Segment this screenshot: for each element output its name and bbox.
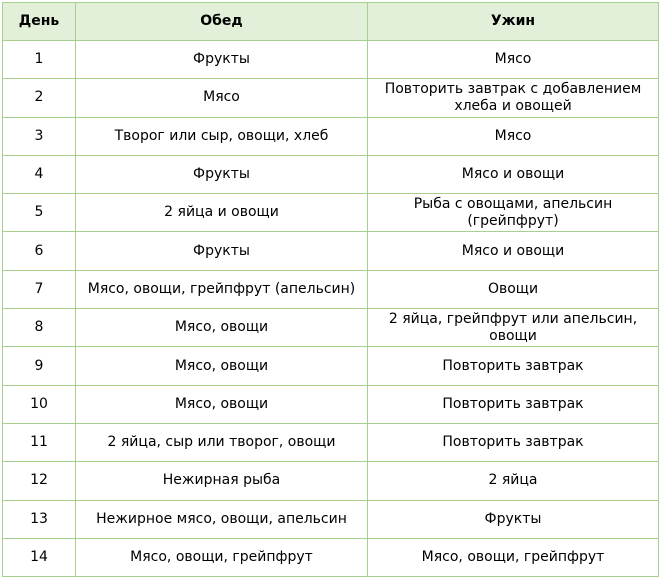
table-row — [3, 79, 659, 117]
lunch-cell: 2 яйца и овощи — [76, 194, 368, 232]
table-row — [3, 462, 659, 500]
dinner-cell: Мясо — [368, 117, 659, 155]
lunch-cell: Мясо, овощи — [76, 309, 368, 347]
dinner-cell: Рыба с овощами, апельсин (грейпфрут) — [368, 194, 659, 232]
table-row — [3, 500, 659, 538]
dinner-cell: Повторить завтрак — [368, 347, 659, 385]
day-cell: 1 — [3, 41, 76, 79]
day-cell: 2 — [3, 79, 76, 117]
lunch-cell: Фрукты — [76, 232, 368, 270]
meal-plan-table — [2, 2, 659, 577]
day-cell: 13 — [3, 500, 76, 538]
lunch-cell: Мясо, овощи — [76, 385, 368, 423]
day-cell: 12 — [3, 462, 76, 500]
day-cell: 3 — [3, 117, 76, 155]
lunch-cell: Фрукты — [76, 41, 368, 79]
column-header-dinner: Ужин — [368, 3, 659, 41]
lunch-cell: Нежирное мясо, овощи, апельсин — [76, 500, 368, 538]
table-row — [3, 385, 659, 423]
day-cell: 5 — [3, 194, 76, 232]
table-row — [3, 232, 659, 270]
dinner-cell: Фрукты — [368, 500, 659, 538]
lunch-cell: Мясо — [76, 79, 368, 117]
lunch-cell: Мясо, овощи, грейпфрут (апельсин) — [76, 270, 368, 308]
dinner-cell: Овощи — [368, 270, 659, 308]
day-cell: 6 — [3, 232, 76, 270]
day-cell: 10 — [3, 385, 76, 423]
table-row — [3, 194, 659, 232]
table-row — [3, 309, 659, 347]
lunch-cell: 2 яйца, сыр или творог, овощи — [76, 423, 368, 461]
table-row — [3, 155, 659, 193]
dinner-cell: Повторить завтрак — [368, 423, 659, 461]
table-row — [3, 41, 659, 79]
meal-plan-table-container — [2, 2, 658, 577]
day-cell: 11 — [3, 423, 76, 461]
day-cell: 8 — [3, 309, 76, 347]
table-row — [3, 423, 659, 461]
dinner-cell: Мясо и овощи — [368, 155, 659, 193]
dinner-cell: Мясо, овощи, грейпфрут — [368, 538, 659, 576]
day-cell: 14 — [3, 538, 76, 576]
table-row — [3, 117, 659, 155]
dinner-cell: Повторить завтрак — [368, 385, 659, 423]
day-cell: 7 — [3, 270, 76, 308]
dinner-cell: Повторить завтрак с добавлением хлеба и овощей — [368, 79, 659, 117]
dinner-cell: 2 яйца — [368, 462, 659, 500]
lunch-cell: Мясо, овощи — [76, 347, 368, 385]
lunch-cell: Фрукты — [76, 155, 368, 193]
lunch-cell: Нежирная рыба — [76, 462, 368, 500]
table-row — [3, 270, 659, 308]
dinner-cell: Мясо — [368, 41, 659, 79]
column-header-lunch: Обед — [76, 3, 368, 41]
day-cell: 9 — [3, 347, 76, 385]
column-header-day: День — [3, 3, 76, 41]
table-row — [3, 347, 659, 385]
lunch-cell: Мясо, овощи, грейпфрут — [76, 538, 368, 576]
day-cell: 4 — [3, 155, 76, 193]
lunch-cell: Творог или сыр, овощи, хлеб — [76, 117, 368, 155]
table-row — [3, 538, 659, 576]
dinner-cell: 2 яйца, грейпфрут или апельсин, овощи — [368, 309, 659, 347]
dinner-cell: Мясо и овощи — [368, 232, 659, 270]
table-header-row — [3, 3, 659, 41]
